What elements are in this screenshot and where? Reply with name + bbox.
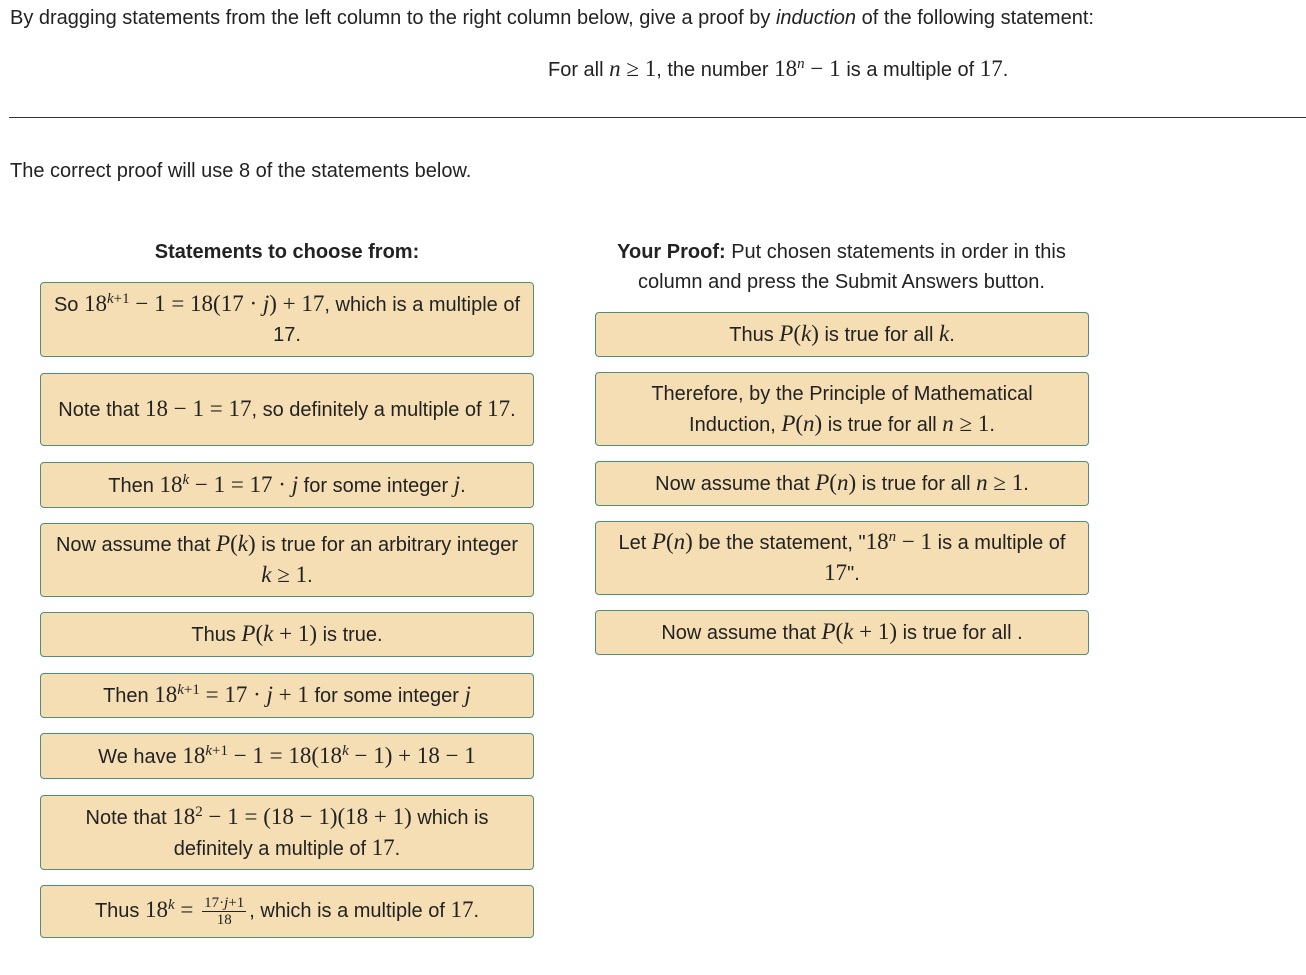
proof-card[interactable]: Let P(n) be the statement, "$18^n - 1$ is a multiple of 17". <box>595 521 1089 595</box>
left-column-heading: Statements to choose from: <box>154 241 420 263</box>
divider <box>9 117 1306 118</box>
right-column-heading: Your Proof: Put chosen statements in order in this column and press the Submit Answers button. <box>617 241 1066 293</box>
statement-count: The correct proof will use 8 of the statements below. <box>10 160 472 182</box>
statement-card[interactable]: Now assume that P(k) is true for an arbitrary integer k ≥ 1. <box>40 523 534 597</box>
proof-card[interactable]: Now assume that P(n) is true for all n ≥ 1. <box>595 461 1089 506</box>
theorem-statement: For all n ≥ 1, the number $18^n - 1$ is a multiple of 17. <box>548 55 1009 81</box>
statement-card[interactable]: Then $18^{k+1} = 17 \cdot j + 1$ for some integer j <box>40 673 534 718</box>
statement-card[interactable]: Note that $18^2 - 1 = (18 - 1)(18 + 1)$ which is definitely a multiple of 17. <box>40 795 534 870</box>
statement-card[interactable]: Then $18^k - 1 = 17 \cdot j$ for some integer j. <box>40 462 534 508</box>
statement-card[interactable]: Note that 18 − 1 = 17, so definitely a multiple of 17. <box>40 373 534 446</box>
statement-card[interactable]: We have $18^{k+1} - 1 = 18(18^k - 1) + 18 - 1$ <box>40 733 534 779</box>
statement-card[interactable]: Thus $18^k$ = $\frac{17\cdot j+1}{18}$ , which is a multiple of 17. <box>40 885 534 938</box>
statement-card[interactable]: Thus P(k + 1) is true. <box>40 612 534 657</box>
fraction: $\frac{17\cdot j+1}{18}$ <box>204 895 245 929</box>
statement-card[interactable]: So $18^{k+1} - 1 = 18(17 \cdot j) + 17$, which is a multiple of 17. <box>40 282 534 357</box>
instructions-emphasis: induction <box>775 7 857 29</box>
instructions: By dragging statements from the left column to the right column below, give a proof by induction of the following statement: <box>10 7 1094 29</box>
proof-card[interactable]: Therefore, by the Principle of Mathematical Induction, P(n) is true for all n ≥ 1. <box>595 372 1089 446</box>
proof-card[interactable]: Thus P(k) is true for all k. <box>595 312 1089 357</box>
proof-card[interactable]: Now assume that P(k + 1) is true for all . <box>595 610 1089 655</box>
